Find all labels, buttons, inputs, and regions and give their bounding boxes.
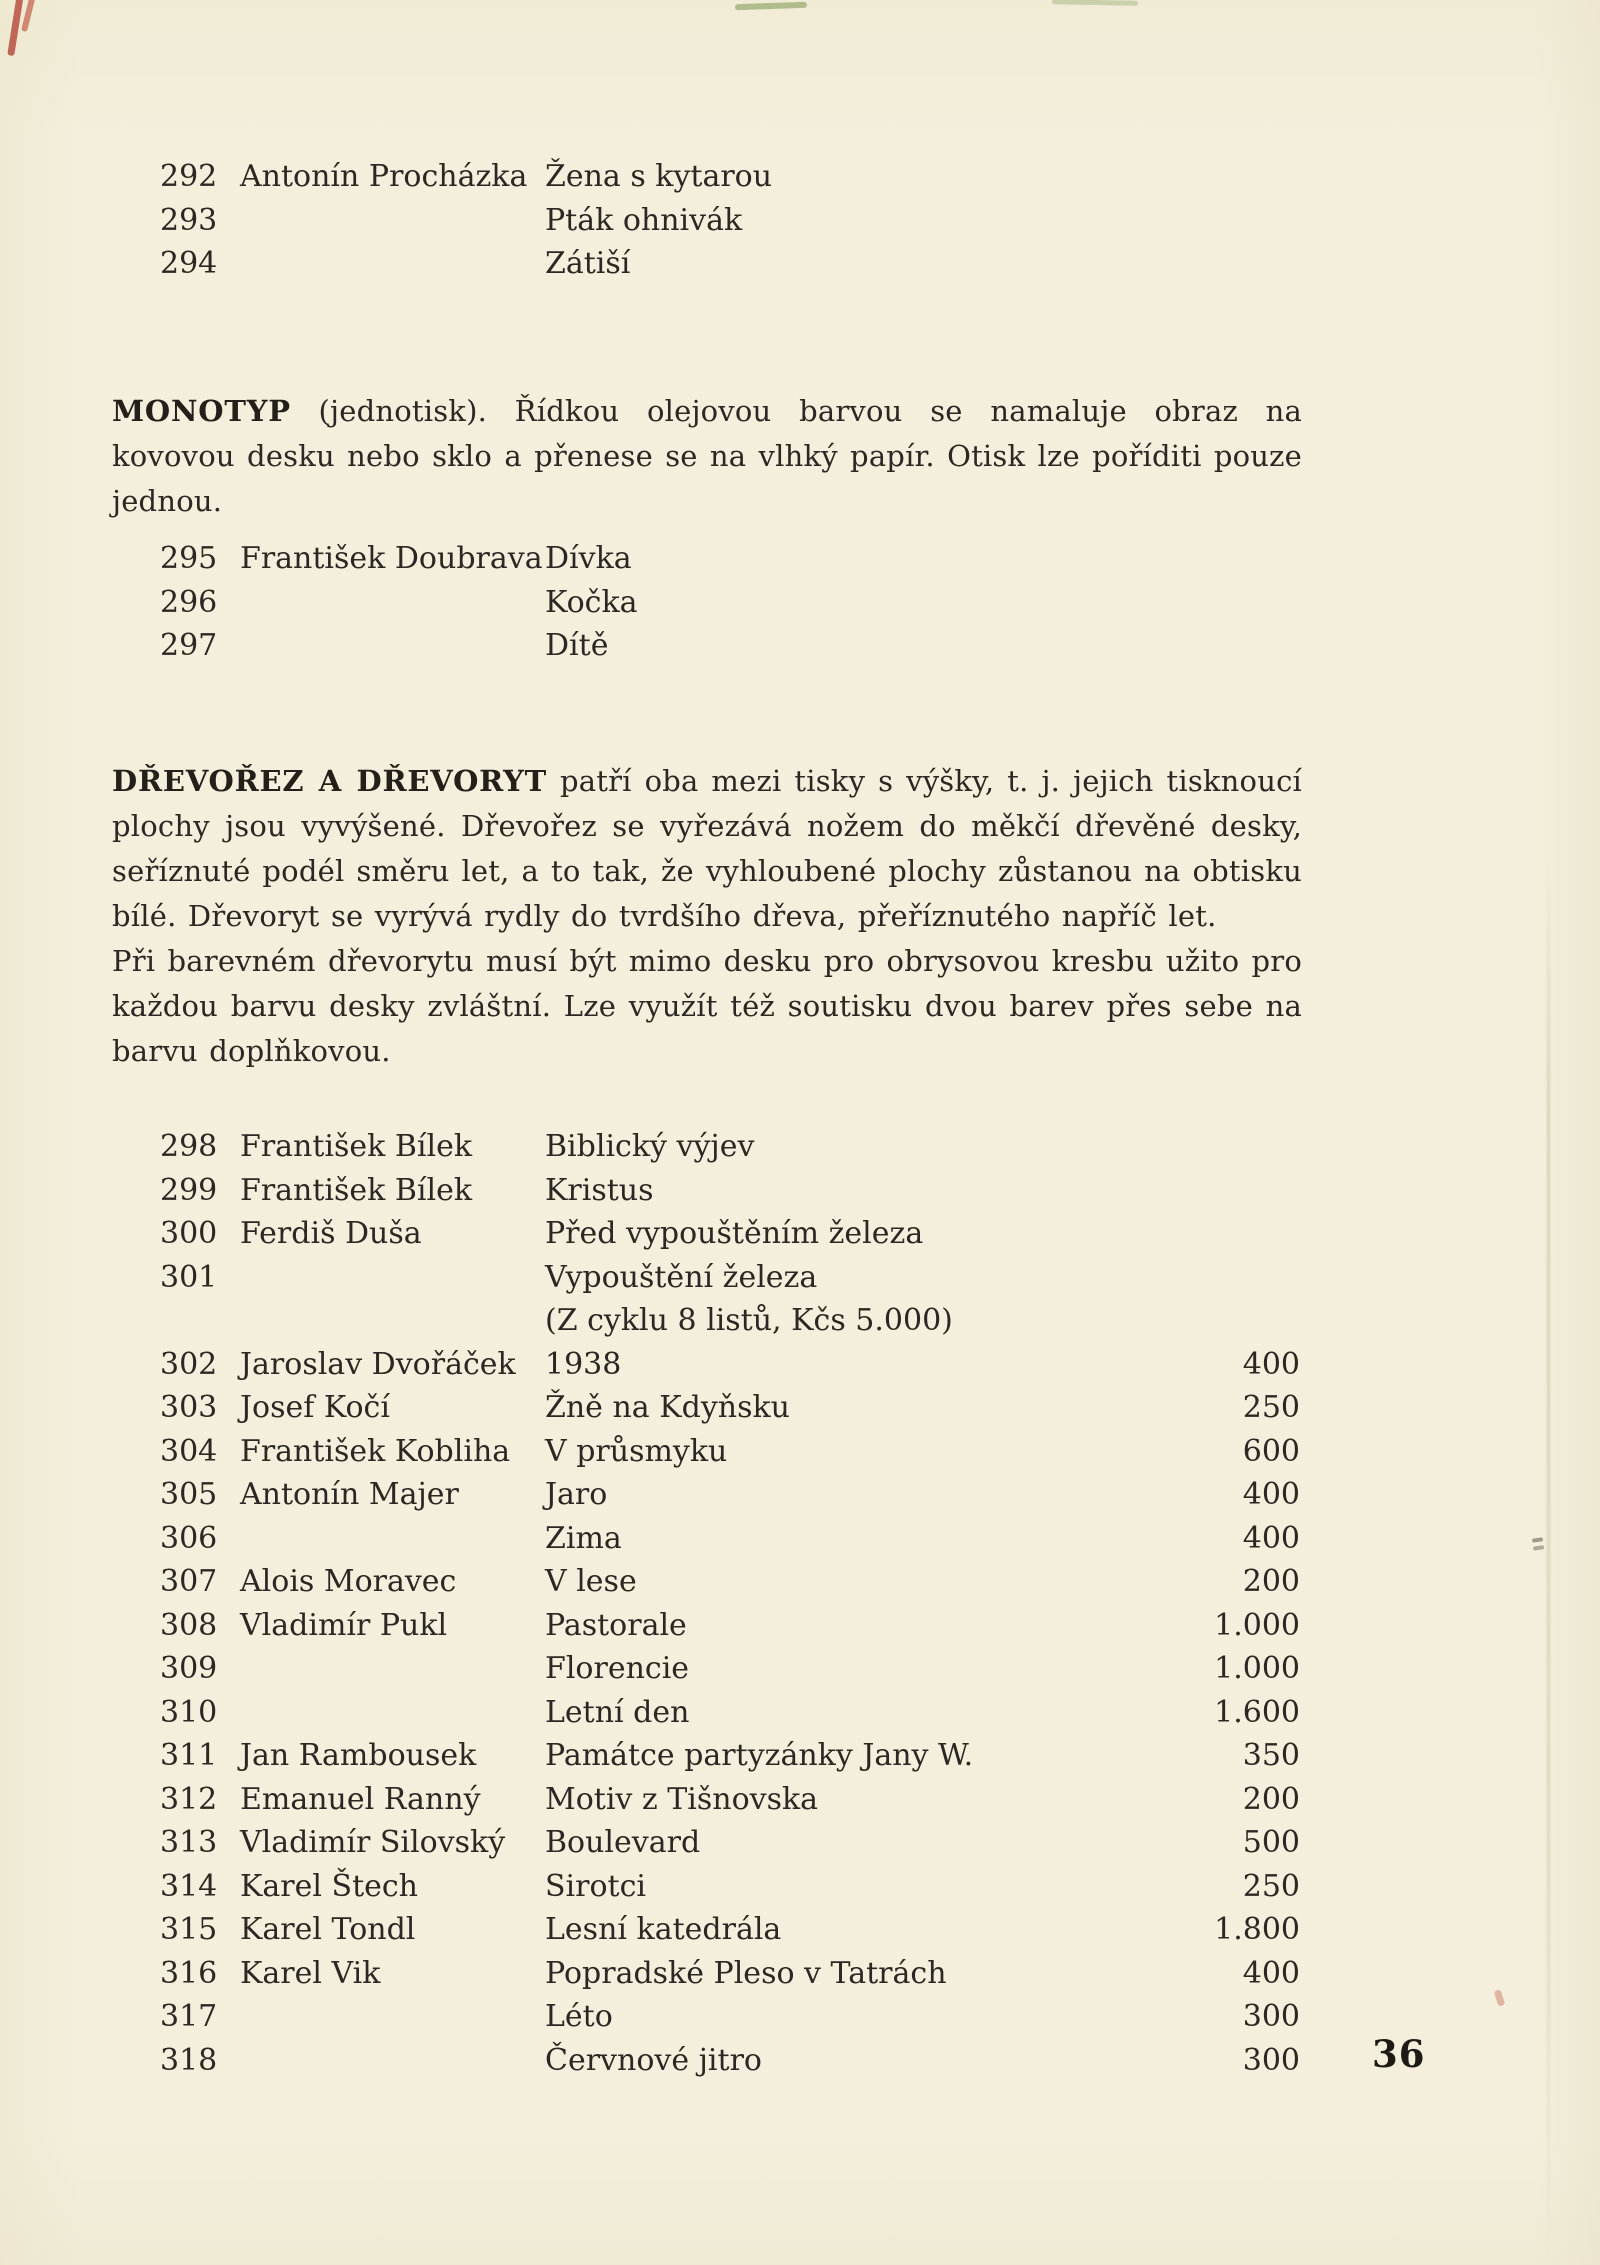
row-title: Kočka	[545, 584, 638, 620]
row-price: 1.000	[1214, 1607, 1300, 1643]
row-number: 302	[160, 1346, 218, 1382]
row-price	[1190, 537, 1300, 581]
row-number: 317	[160, 1999, 218, 2034]
row-price: 400	[1242, 1346, 1300, 1382]
row-artist: Alois Moravec	[240, 1564, 457, 1599]
red-speck-mark	[1494, 1989, 1506, 2006]
row-price	[1190, 155, 1300, 199]
catalog-row	[160, 199, 1300, 243]
row-artist: Karel Vik	[240, 1955, 381, 1991]
row-price	[1190, 199, 1300, 243]
catalog-row	[160, 1125, 1300, 1169]
pencil-tick-mark	[1532, 1537, 1543, 1542]
row-number: 303	[160, 1390, 218, 1425]
row-title: Biblický výjev	[545, 1129, 755, 1164]
catalog-row	[160, 1647, 1300, 1691]
row-number: 301	[160, 1259, 218, 1295]
row-price: 1.600	[1214, 1694, 1300, 1730]
row-artist	[240, 242, 545, 286]
catalog-row	[160, 1386, 1300, 1430]
green-pen-mark	[1052, 0, 1138, 6]
row-price: 300	[1242, 2042, 1300, 2078]
row-price	[1190, 1212, 1300, 1256]
catalog-row	[160, 581, 1300, 625]
catalog-row	[160, 1995, 1300, 2039]
row-price	[1190, 1299, 1300, 1343]
row-number: 299	[160, 1172, 218, 1208]
monotyp-paragraph	[112, 389, 1302, 524]
row-artist	[240, 624, 545, 668]
row-title: Pastorale	[545, 1607, 687, 1643]
row-title: Pták ohnivák	[545, 202, 743, 238]
row-price: 200	[1242, 1781, 1300, 1817]
row-price: 250	[1242, 1868, 1300, 1904]
catalog-row	[160, 1604, 1300, 1648]
row-title: Popradské Pleso v Tatrách	[545, 1955, 947, 1991]
row-artist: Jaroslav Dvořáček	[240, 1346, 516, 1382]
row-title: Před vypouštěním železa	[545, 1216, 924, 1251]
row-title: Dítě	[545, 628, 609, 663]
catalog-row	[160, 1821, 1300, 1865]
green-pen-mark	[735, 2, 807, 11]
row-title: Jaro	[545, 1477, 608, 1512]
row-artist	[240, 1647, 545, 1691]
drevorez-body: patří oba mezi tisky s výšky, t. j. jejich tisknoucí plochy jsou vyvýšené. Dřevořez se vyřezává nožem do měkčí dřevěné desky, seříznuté podél směru let, a to tak, že vyhloubené plochy zůstanou na obtisku bílé. Dřevoryt se vyrývá rydly do tvrdšího dřeva, přeříznutého napříč let.	[112, 764, 1303, 933]
row-number: 318	[160, 2042, 218, 2078]
row-title: Památce partyzánky Jany W.	[545, 1738, 974, 1773]
row-title: Léto	[545, 1999, 613, 2034]
row-title: Vypouštění železa	[545, 1259, 818, 1295]
row-number: 293	[160, 202, 218, 238]
drevorez-body-2: Při barevném dřevorytu musí být mimo desku pro obrysovou kresbu užito pro každou barvu desky zvláštní. Lze využít též soutisku dvou barev přes sebe na barvu doplňkovou.	[112, 944, 1302, 1068]
catalog-row	[160, 242, 1300, 286]
red-pen-mark	[21, 0, 37, 32]
row-number: 304	[160, 1433, 218, 1469]
row-price	[1190, 581, 1300, 625]
drevorez-paragraph-2	[112, 939, 1302, 1074]
row-title: Zátiší	[545, 246, 631, 281]
row-price: 400	[1242, 1955, 1300, 1991]
row-title: Červnové jitro	[545, 2042, 762, 2078]
row-number: 314	[160, 1868, 218, 1904]
row-title: V průsmyku	[545, 1433, 728, 1469]
row-number: 294	[160, 246, 218, 281]
row-artist: František Kobliha	[240, 1433, 511, 1469]
row-number: 312	[160, 1781, 218, 1817]
catalog-row	[160, 1473, 1300, 1517]
row-number: 292	[160, 159, 218, 194]
row-title: Sirotci	[545, 1868, 647, 1904]
row-artist	[240, 1517, 545, 1561]
catalog-row	[160, 1691, 1300, 1735]
row-title: V lese	[545, 1564, 637, 1599]
row-artist	[240, 199, 545, 243]
catalog-row	[160, 1169, 1300, 1213]
row-number: 315	[160, 1912, 218, 1947]
row-title: Boulevard	[545, 1825, 701, 1860]
row-title: Dívka	[545, 541, 632, 576]
catalog-row	[160, 1778, 1300, 1822]
row-artist: František Bílek	[240, 1172, 473, 1208]
row-artist: Emanuel Ranný	[240, 1781, 481, 1817]
monotyp-body: (jednotisk). Řídkou olejovou barvou se namaluje obraz na kovovou desku nebo sklo a přenese se na vlhký papír. Otisk lze poříditi pouze jednou.	[112, 394, 1302, 518]
row-artist	[240, 1299, 545, 1343]
row-number: 295	[160, 541, 218, 576]
row-title: Žně na Kdyňsku	[545, 1390, 790, 1425]
catalog-row	[160, 1517, 1300, 1561]
row-price: 400	[1242, 1520, 1300, 1556]
catalog-row	[160, 2039, 1300, 2083]
row-number: 309	[160, 1651, 218, 1686]
row-price: 500	[1242, 1825, 1300, 1860]
row-number: 298	[160, 1129, 218, 1164]
catalog-row	[160, 155, 1300, 199]
row-price	[1190, 1256, 1300, 1300]
catalog-list-298-318	[160, 1125, 1300, 2082]
row-number	[160, 1299, 240, 1343]
catalog-row	[160, 1343, 1300, 1387]
row-artist: František Doubrava	[240, 541, 543, 576]
paper-crease	[1547, 860, 1550, 2265]
catalog-row	[160, 1865, 1300, 1909]
row-number: 305	[160, 1477, 218, 1512]
row-artist: Vladimír Silovský	[240, 1825, 506, 1860]
row-price: 350	[1242, 1738, 1300, 1773]
row-price: 250	[1242, 1390, 1300, 1425]
row-title: Žena s kytarou	[545, 159, 773, 194]
row-number: 306	[160, 1520, 218, 1556]
row-artist: František Bílek	[240, 1129, 473, 1164]
row-price: 400	[1242, 1477, 1300, 1512]
row-number: 310	[160, 1694, 218, 1730]
catalog-row	[160, 1430, 1300, 1474]
catalog-row	[160, 537, 1300, 581]
row-artist: Jan Rambousek	[240, 1738, 477, 1773]
row-price: 1.000	[1214, 1651, 1300, 1686]
catalog-row	[160, 1908, 1300, 1952]
row-artist	[240, 2039, 545, 2083]
row-number: 313	[160, 1825, 218, 1860]
row-price: 600	[1242, 1433, 1300, 1469]
row-title: Letní den	[545, 1694, 690, 1730]
catalog-row	[160, 624, 1300, 668]
row-price: 1.800	[1214, 1912, 1300, 1947]
row-title: Zima	[545, 1520, 622, 1556]
drevorez-heading: DŘEVOŘEZ A DŘEVORYT	[112, 764, 548, 798]
row-number: 311	[160, 1738, 218, 1773]
row-artist: Antonín Majer	[240, 1477, 459, 1512]
row-title: Motiv z Tišnovska	[545, 1781, 819, 1817]
catalog-row	[160, 1560, 1300, 1604]
row-artist: Ferdiš Duša	[240, 1216, 422, 1251]
row-title: Kristus	[545, 1172, 654, 1208]
row-price: 200	[1242, 1564, 1300, 1599]
row-artist: Karel Štech	[240, 1868, 419, 1904]
monotyp-heading: MONOTYP	[112, 394, 291, 428]
row-number: 307	[160, 1564, 218, 1599]
drevorez-paragraph	[112, 759, 1302, 939]
row-number: 300	[160, 1216, 218, 1251]
catalog-list-292-294	[160, 155, 1300, 286]
row-price: 300	[1242, 1999, 1300, 2034]
page-number: 36	[1372, 2032, 1426, 2076]
catalog-row	[160, 1212, 1300, 1256]
row-artist: Josef Kočí	[240, 1390, 390, 1425]
row-number: 296	[160, 584, 218, 620]
row-artist	[240, 1256, 545, 1300]
catalog-row	[160, 1256, 1300, 1300]
catalog-row	[160, 1734, 1300, 1778]
row-artist: Karel Tondl	[240, 1912, 416, 1947]
row-title: Lesní katedrála	[545, 1912, 782, 1947]
catalog-row	[160, 1952, 1300, 1996]
row-price	[1190, 242, 1300, 286]
row-price	[1190, 1125, 1300, 1169]
row-price	[1190, 624, 1300, 668]
catalog-list-295-297	[160, 537, 1300, 668]
row-title: (Z cyklu 8 listů, Kčs 5.000)	[545, 1303, 953, 1338]
row-number: 316	[160, 1955, 218, 1991]
row-artist	[240, 1691, 545, 1735]
catalog-row	[160, 1299, 1300, 1343]
row-title: 1938	[545, 1346, 622, 1382]
row-artist	[240, 1995, 545, 2039]
row-number: 297	[160, 628, 218, 663]
row-number: 308	[160, 1607, 218, 1643]
row-artist: Antonín Procházka	[240, 159, 528, 194]
row-title: Florencie	[545, 1651, 690, 1686]
row-artist	[240, 581, 545, 625]
row-price	[1190, 1169, 1300, 1213]
row-artist: Vladimír Pukl	[240, 1607, 448, 1643]
